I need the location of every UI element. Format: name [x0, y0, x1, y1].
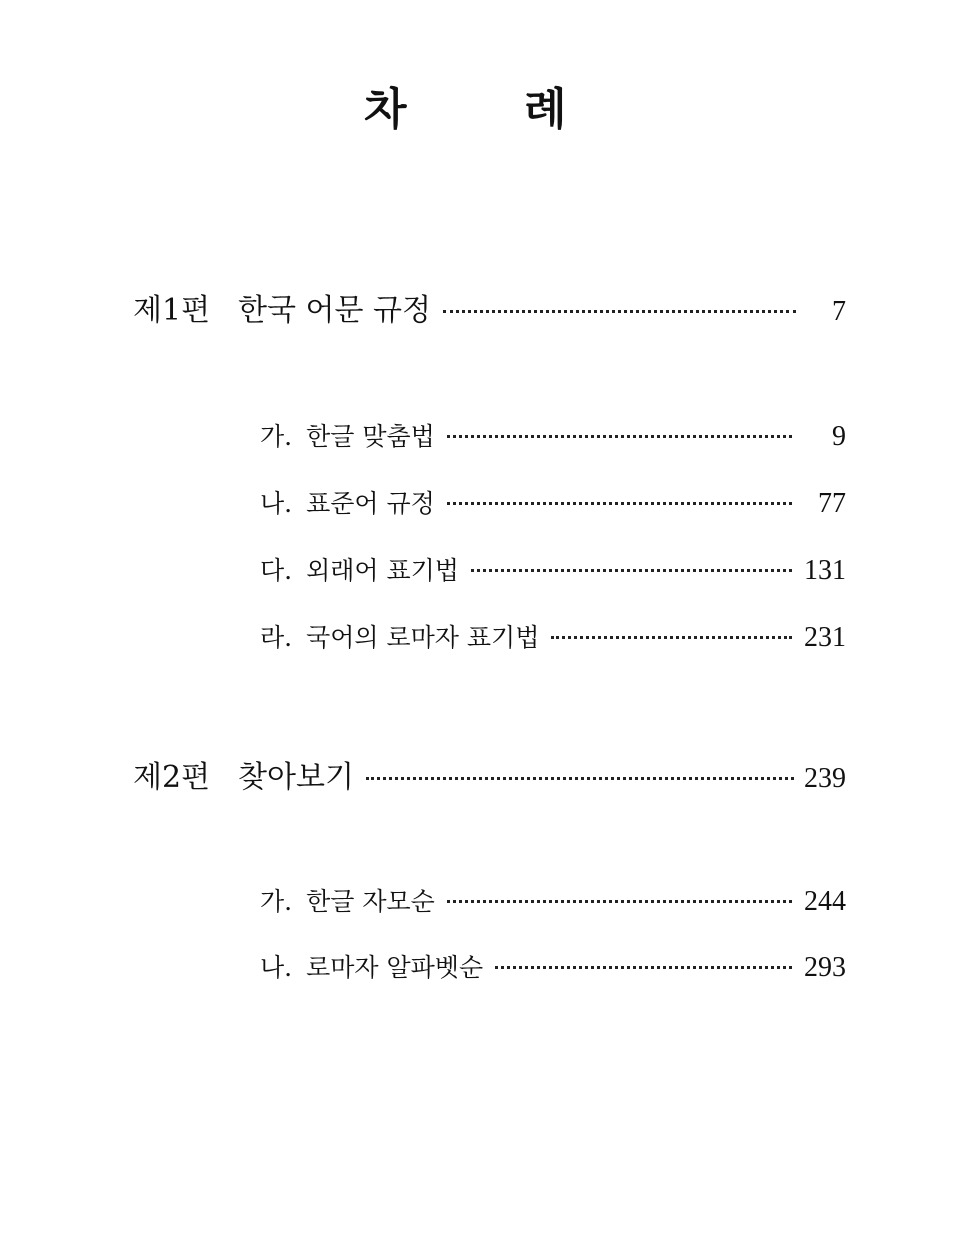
toc-item-1-3[interactable]: [260, 551, 846, 589]
part-number: 제2편: [133, 760, 211, 795]
item-label: 외래어 표기법: [306, 556, 459, 585]
dot-leader: [447, 900, 792, 903]
item-number: 가.: [260, 887, 293, 916]
item-label: 한글 맞춤법: [306, 422, 435, 451]
toc-part-1[interactable]: [133, 285, 846, 329]
item-number: 나.: [260, 953, 293, 982]
item-label: 표준어 규정: [306, 489, 435, 518]
toc-item-1-4[interactable]: [260, 618, 846, 656]
dot-leader: [495, 966, 792, 969]
page-number: 231: [804, 622, 846, 653]
page-number: 239: [804, 763, 846, 794]
toc-part-2[interactable]: [133, 752, 846, 796]
item-label: 한글 자모순: [306, 887, 435, 916]
item-number: 라.: [260, 623, 293, 652]
item-label: 국어의 로마자 표기법: [306, 623, 540, 652]
dot-leader: [471, 569, 792, 572]
part-number: 제1편: [133, 293, 211, 328]
page-number: 293: [804, 952, 846, 983]
toc-item-1-2[interactable]: [260, 484, 846, 522]
item-number: 가.: [260, 422, 293, 451]
page-title: [0, 80, 956, 150]
dot-leader: [447, 435, 792, 438]
item-label: 로마자 알파벳순: [306, 953, 484, 982]
dot-leader: [447, 502, 792, 505]
item-number: 나.: [260, 489, 293, 518]
dot-leader: [443, 310, 796, 313]
dot-leader: [366, 777, 794, 780]
dot-leader: [551, 636, 792, 639]
title-char-2: 례: [524, 84, 567, 135]
page-number: 9: [832, 421, 846, 452]
item-number: 다.: [260, 556, 293, 585]
page-number: 131: [804, 555, 846, 586]
toc-item-1-1[interactable]: [260, 417, 846, 455]
toc-item-2-2[interactable]: [260, 948, 846, 986]
page-number: 7: [832, 296, 846, 327]
part-label: 찾아보기: [238, 760, 354, 795]
page-number: 244: [804, 886, 846, 917]
title-char-1: 차: [364, 84, 407, 135]
part-label: 한국 어문 규정: [238, 293, 431, 328]
page-number: 77: [818, 488, 846, 519]
toc-item-2-1[interactable]: [260, 882, 846, 920]
